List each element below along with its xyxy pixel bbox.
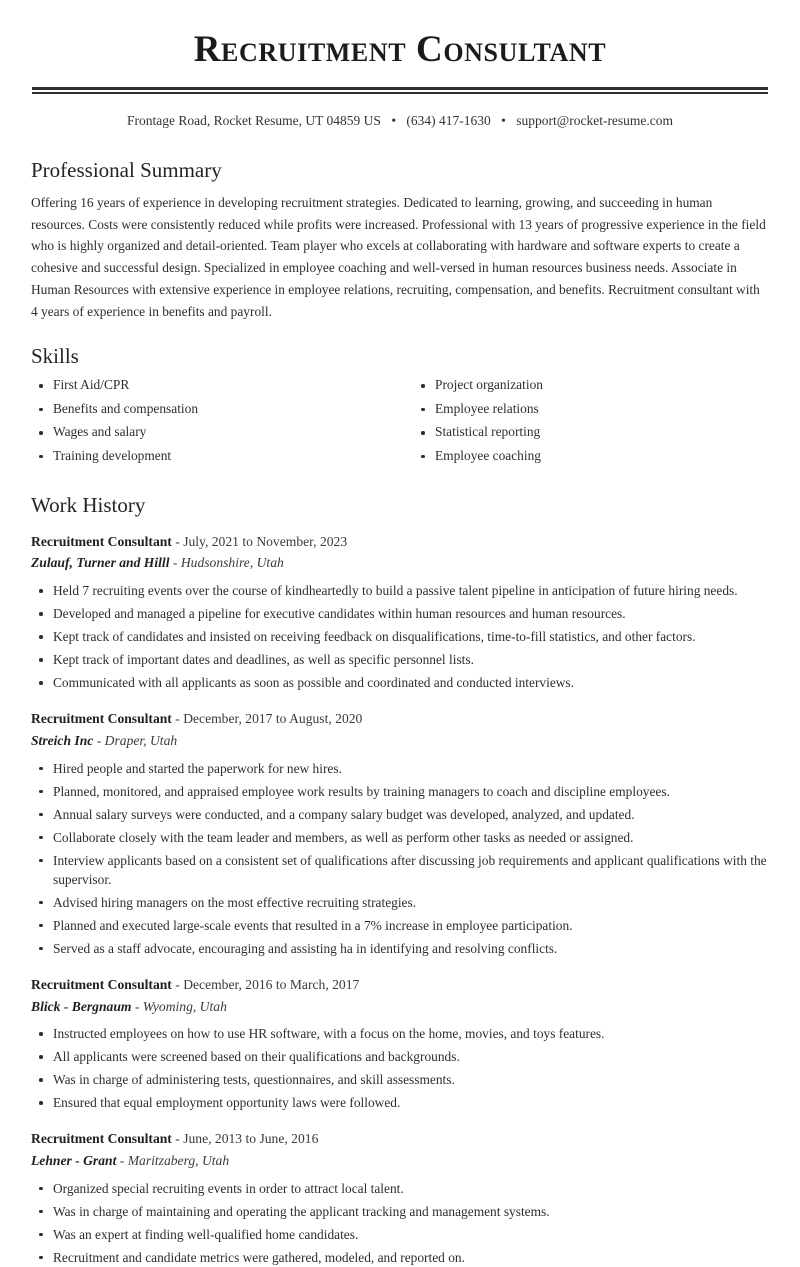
- section-work-history: [30, 493, 770, 1267]
- list-item: First Aid/CPR: [31, 376, 400, 395]
- page-title: Recruitment Consultant: [193, 29, 607, 70]
- list-item: All applicants were screened based on their qualifications and backgrounds.: [31, 1047, 769, 1066]
- job-company: Streich Inc: [31, 732, 94, 748]
- list-item: Collaborate closely with the team leader and members, as well as perform other tasks as needed or assigned.: [31, 828, 769, 847]
- job-company-line: [31, 553, 769, 573]
- job-role: Recruitment Consultant: [31, 711, 172, 727]
- skills-list-left: [31, 376, 400, 465]
- list-item: Planned and executed large-scale events that resulted in a 7% increase in employee participation.: [31, 916, 769, 935]
- job-entry: [31, 1129, 769, 1267]
- list-item: Held 7 recruiting events over the course of kindheartedly to build a passive talent pipeline in anticipation of future hiring needs.: [31, 581, 769, 600]
- job-dates: July, 2021 to November, 2023: [183, 533, 348, 549]
- list-item: Kept track of candidates and insisted on receiving feedback on disqualifications, time-to-fill statistics, and other factors.: [31, 627, 769, 646]
- list-item: Benefits and compensation: [31, 400, 400, 419]
- job-dash: -: [175, 1131, 180, 1147]
- contact-line: [30, 112, 770, 131]
- job-company-line: [31, 997, 769, 1017]
- section-professional-summary: [30, 158, 770, 322]
- section-heading-work-history: Work History: [31, 493, 146, 518]
- job-title-line: [31, 709, 769, 729]
- list-item: Planned, monitored, and appraised employee work results by training managers to coach and discipline employees.: [31, 782, 769, 801]
- job-dates: December, 2017 to August, 2020: [183, 711, 363, 727]
- list-item: Instructed employees on how to use HR software, with a focus on the home, movies, and toys features.: [31, 1024, 769, 1043]
- list-item: Hired people and started the paperwork for new hires.: [31, 759, 769, 778]
- list-item: Was in charge of administering tests, questionnaires, and skill assessments.: [31, 1070, 769, 1089]
- job-dash: -: [175, 976, 180, 992]
- job-dash: -: [96, 732, 102, 748]
- list-item: Was in charge of maintaining and operating the applicant tracking and management systems.: [31, 1202, 769, 1221]
- job-location: Hudsonshire, Utah: [180, 555, 284, 571]
- job-dash: -: [119, 1153, 125, 1169]
- list-item: Organized special recruiting events in order to attract local talent.: [31, 1179, 769, 1198]
- contact-address: Frontage Road, Rocket Resume, UT 04859 US: [126, 112, 381, 128]
- job-entry: [31, 975, 769, 1113]
- job-bullets: [31, 759, 769, 958]
- section-heading-summary: Professional Summary: [31, 157, 222, 182]
- skills-columns: [31, 376, 769, 470]
- list-item: Developed and managed a pipeline for executive candidates within human resources and human resources.: [31, 604, 769, 623]
- list-item: Communicated with all applicants as soon as possible and coordinated and conducted interviews.: [31, 673, 769, 692]
- header-divider: [30, 87, 770, 94]
- list-item: Ensured that equal employment opportunity laws were followed.: [31, 1093, 769, 1112]
- job-dates: December, 2016 to March, 2017: [183, 976, 360, 992]
- job-entry: [31, 532, 769, 693]
- contact-separator-1: •: [391, 112, 397, 128]
- contact-phone[interactable]: (634) 417-1630: [406, 112, 491, 128]
- list-item: Recruitment and candidate metrics were gathered, modeled, and reported on.: [31, 1248, 769, 1267]
- job-dash: -: [134, 998, 140, 1014]
- list-item: Served as a staff advocate, encouraging and assisting ha in identifying and resolving conflicts.: [31, 939, 769, 958]
- list-item: Was an expert at finding well-qualified home candidates.: [31, 1225, 769, 1244]
- list-item: Training development: [31, 447, 400, 466]
- job-dash: -: [175, 711, 180, 727]
- job-role: Recruitment Consultant: [31, 1131, 172, 1147]
- list-item: Employee coaching: [413, 447, 769, 466]
- job-role: Recruitment Consultant: [31, 976, 172, 992]
- summary-paragraph: Offering 16 years of experience in developing recruitment strategies. Dedicated to learning, growing, and succeeding in human resources. Costs were consistently reduced while profits were increased. Professional with 13 years of progressive experience in the field who is highly organized and detail-oriented. Team player who excels at collaborating with hardware and software experts to create a cohesive and successful design. Specialized in employee coaching and well-versed in human resources business needs. Associate in Human Resources with extensive experience in employee relations, recruiting, compensation, and benefits. Recruitment consultant with 4 years of experience in benefits and payroll.: [31, 195, 766, 319]
- list-item: Wages and salary: [31, 423, 400, 442]
- divider-rule-lower: [32, 92, 768, 94]
- job-dates: June, 2013 to June, 2016: [183, 1131, 319, 1147]
- job-title-line: [31, 532, 769, 552]
- skills-column-left: [31, 376, 400, 470]
- job-location: Wyoming, Utah: [142, 998, 227, 1014]
- contact-email[interactable]: support@rocket-resume.com: [516, 112, 674, 128]
- job-company-line: [31, 1151, 769, 1171]
- job-company: Lehner - Grant: [31, 1153, 117, 1169]
- list-item: Kept track of important dates and deadlines, as well as specific personnel lists.: [31, 650, 769, 669]
- job-dash: -: [172, 555, 178, 571]
- job-bullets: [31, 581, 769, 692]
- job-role: Recruitment Consultant: [31, 533, 172, 549]
- list-item: Annual salary surveys were conducted, and a company salary budget was developed, analyzed, and updated.: [31, 805, 769, 824]
- job-dash: -: [175, 533, 180, 549]
- section-heading-skills: Skills: [31, 344, 79, 369]
- contact-separator-2: •: [501, 112, 506, 128]
- job-bullets: [31, 1024, 769, 1112]
- list-item: Statistical reporting: [413, 423, 769, 442]
- section-skills: [30, 344, 770, 470]
- skills-list-right: [413, 376, 769, 465]
- job-company-line: [31, 731, 769, 751]
- list-item: Project organization: [413, 376, 769, 395]
- skills-column-right: [400, 376, 769, 470]
- list-item: Employee relations: [413, 400, 769, 419]
- job-entry: [31, 709, 769, 958]
- job-location: Maritzaberg, Utah: [127, 1153, 230, 1169]
- list-item: Interview applicants based on a consistent set of qualifications after discussing job requirements and applicant qualifications with the supervisor.: [31, 851, 769, 889]
- job-title-line: [31, 1129, 769, 1149]
- job-company: Zulauf, Turner and Hilll: [31, 555, 170, 571]
- job-bullets: [31, 1179, 769, 1267]
- job-company: Blick - Bergnaum: [31, 998, 132, 1014]
- list-item: Advised hiring managers on the most effective recruiting strategies.: [31, 893, 769, 912]
- job-title-line: [31, 975, 769, 995]
- job-location: Draper, Utah: [104, 732, 178, 748]
